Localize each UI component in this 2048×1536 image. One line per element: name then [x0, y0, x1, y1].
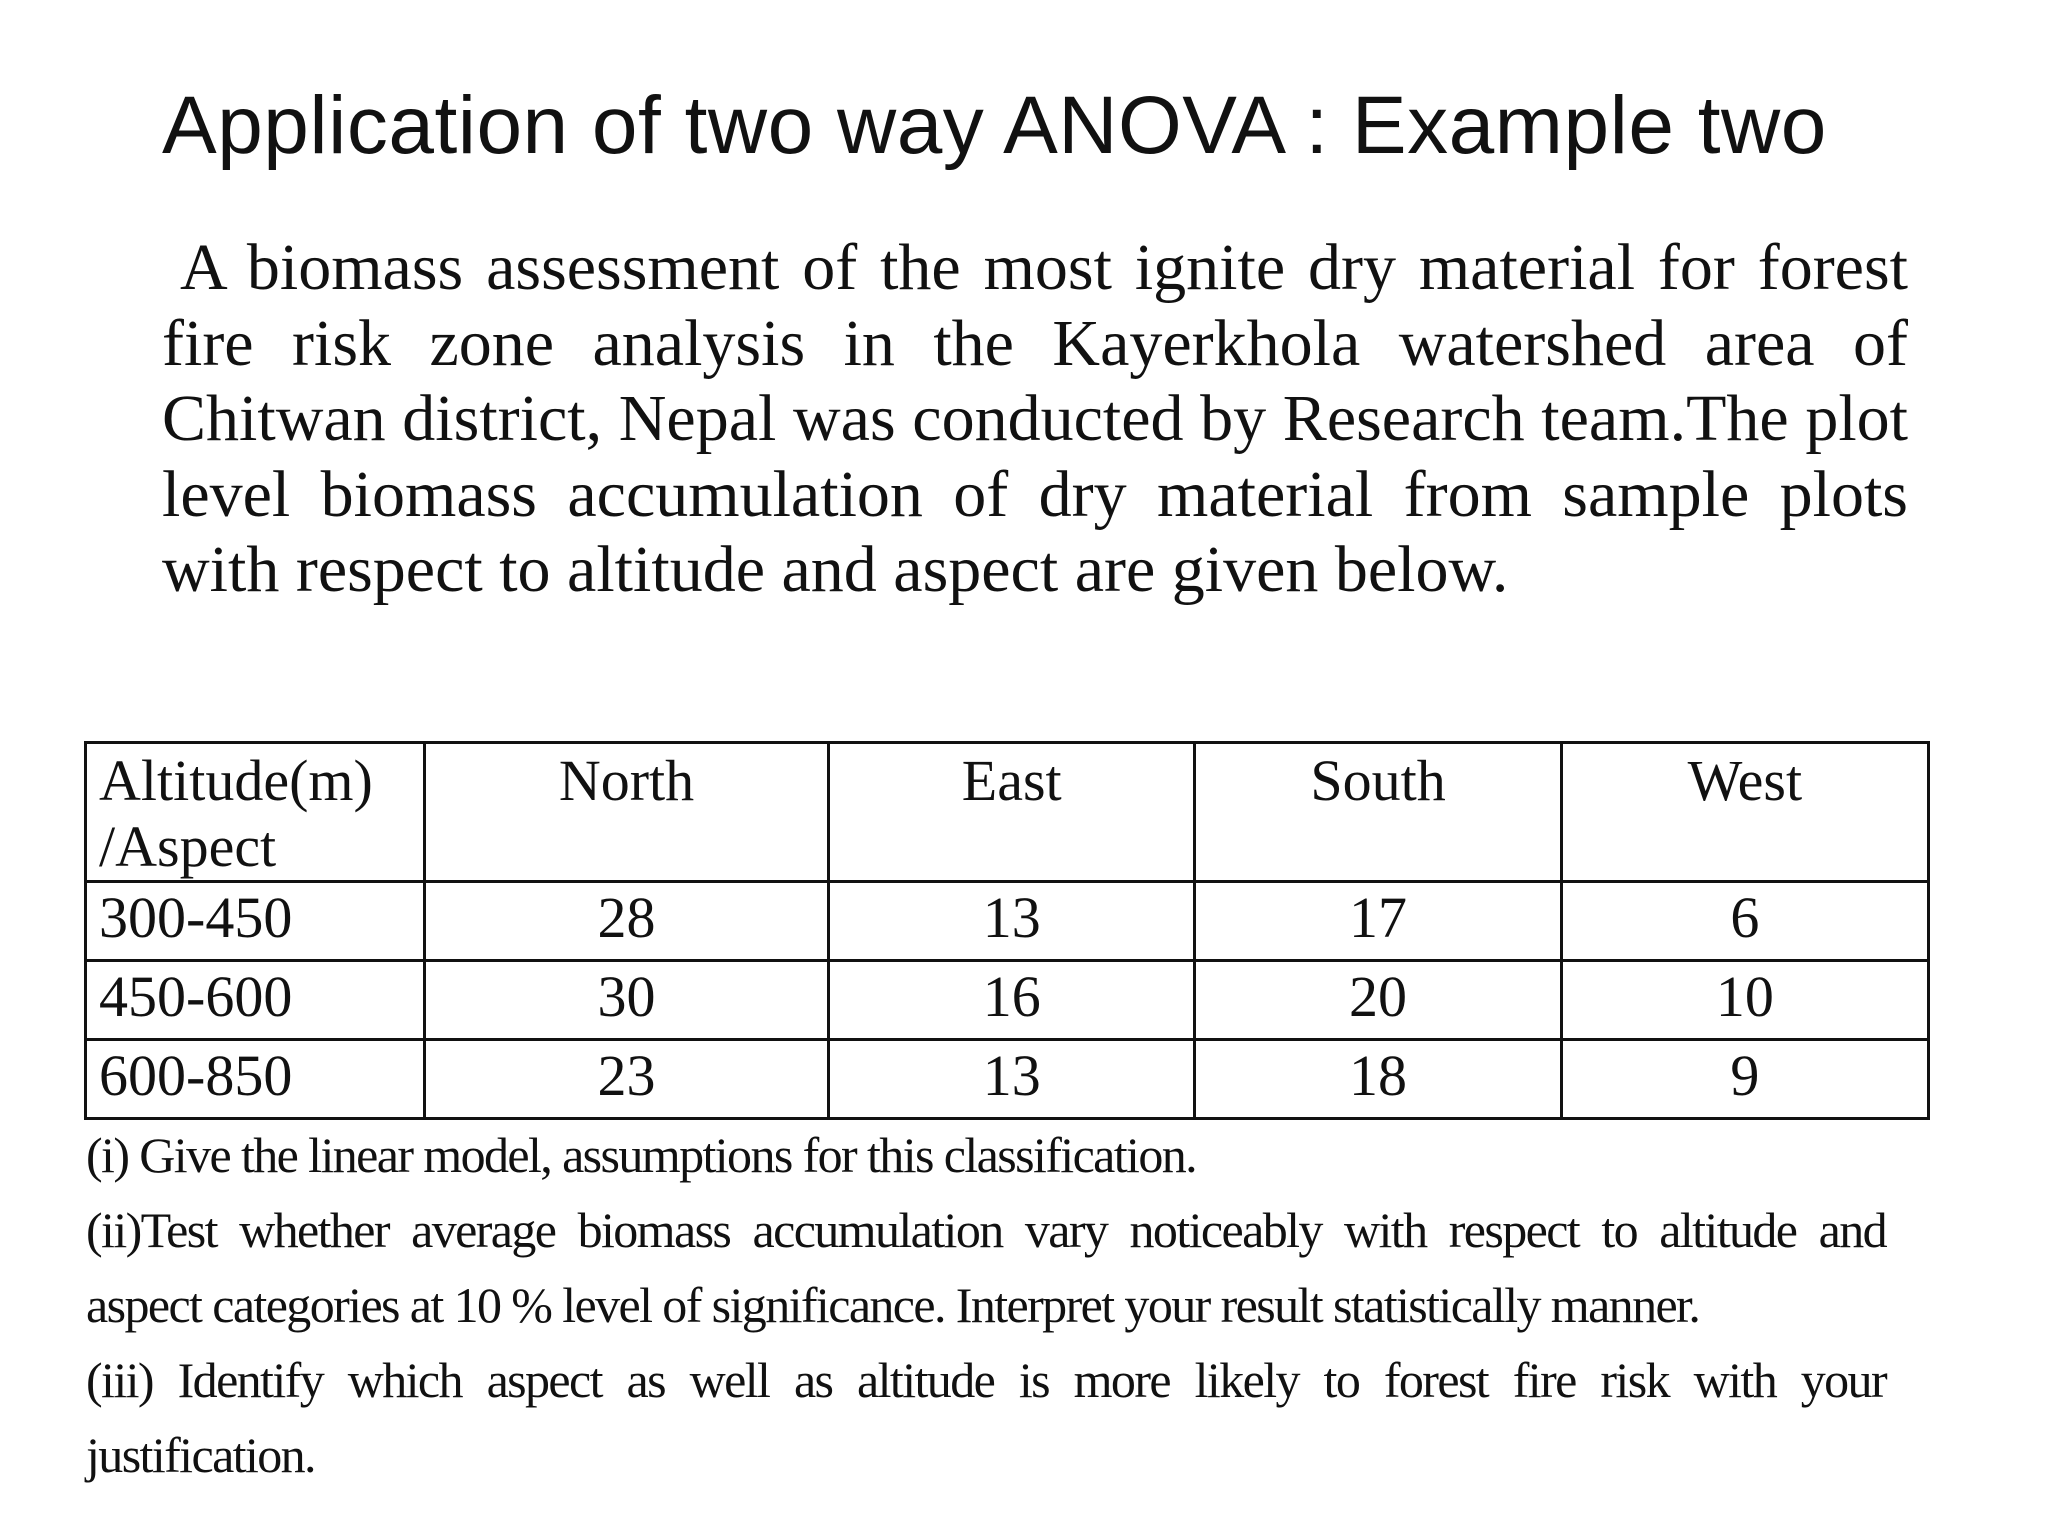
table-row — [86, 1040, 1929, 1119]
question-item: (ii)Test whether average biomass accumulation vary noticeably with respect to altitude and aspect categories at 10 % level of significance. Interpret your result statistically manner. — [86, 1202, 1886, 1333]
slide-title: Application of two way ANOVA : Example two — [162, 80, 1827, 171]
table-row — [86, 961, 1929, 1040]
column-header-north: North — [424, 743, 828, 882]
table-cell: 28 — [424, 882, 828, 961]
table-cell: 16 — [829, 961, 1195, 1040]
table-cell: 13 — [829, 1040, 1195, 1119]
column-header-west: West — [1561, 743, 1928, 882]
table-cell: 23 — [424, 1040, 828, 1119]
corner-header: Altitude(m) /Aspect — [86, 743, 425, 882]
row-label: 600-850 — [86, 1040, 425, 1119]
table-cell: 30 — [424, 961, 828, 1040]
table-cell: 18 — [1195, 1040, 1561, 1119]
biomass-table — [84, 741, 1930, 1120]
table-cell: 10 — [1561, 961, 1928, 1040]
question-item: (i) Give the linear model, assumptions for this classification. — [86, 1127, 1197, 1183]
question-item: (iii) Identify which aspect as well as altitude is more likely to forest fire risk with your justification. — [86, 1352, 1886, 1483]
table-cell: 13 — [829, 882, 1195, 961]
table-header-row — [86, 743, 1929, 882]
table-row — [86, 882, 1929, 961]
column-header-south: South — [1195, 743, 1561, 882]
questions-list — [86, 1118, 1886, 1493]
column-header-east: East — [829, 743, 1195, 882]
row-label: 300-450 — [86, 882, 425, 961]
table-cell: 17 — [1195, 882, 1561, 961]
intro-text: A biomass assessment of the most ignite dry material for forest fire risk zone analysis in the Kayerkhola watershed area of Chitwan district, Nepal was conducted by Research team.The plot level biomass accumulation of dry material from sample plots with respect to altitude and aspect are given below. — [162, 231, 1908, 606]
intro-paragraph — [162, 230, 1908, 608]
table-cell: 9 — [1561, 1040, 1928, 1119]
table-cell: 20 — [1195, 961, 1561, 1040]
table-cell: 6 — [1561, 882, 1928, 961]
row-label: 450-600 — [86, 961, 425, 1040]
